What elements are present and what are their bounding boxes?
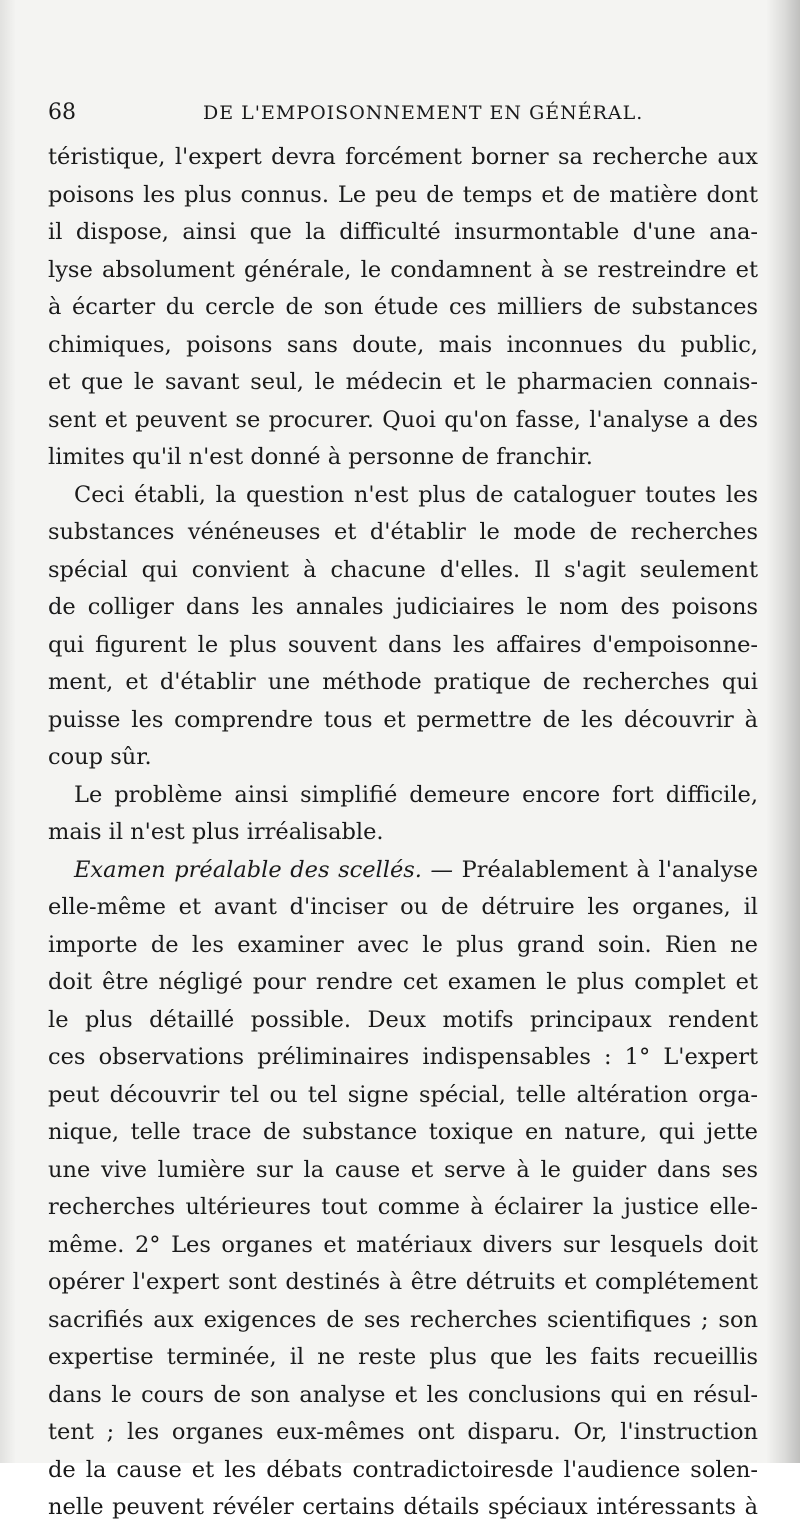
text-line: coup sûr. bbox=[48, 744, 152, 770]
text-line: téristique, l'expert devra forcément borner sa recherche aux bbox=[48, 144, 758, 170]
text-line: même. 2° Les organes et matériaux divers sur lesquels doit bbox=[48, 1231, 758, 1258]
page-number: 68 bbox=[48, 100, 76, 125]
text-line: elle-même et avant d'inciser ou de détruire les organes, il bbox=[48, 894, 758, 920]
page-shadow-right bbox=[766, 0, 800, 1463]
text-line: et que le savant seul, le médecin et le pharmacien connais- bbox=[48, 369, 758, 395]
page-shadow-left bbox=[0, 0, 16, 1463]
text-line: le plus détaillé possible. Deux motifs principaux rendent bbox=[48, 1006, 758, 1033]
text-line: chimiques, poisons sans doute, mais inconnues du public, bbox=[48, 331, 758, 358]
text-line: peut découvrir tel ou tel signe spécial, telle altération orga- bbox=[48, 1081, 758, 1108]
text-line: poisons les plus connus. Le peu de temps et de matière dont bbox=[48, 181, 758, 208]
running-head bbox=[48, 100, 760, 130]
text-line: qui figurent le plus souvent dans les affaires d'empoisonne- bbox=[48, 631, 758, 658]
body-text bbox=[48, 139, 758, 1527]
text-line: puisse les comprendre tous et permettre de les découvrir à bbox=[48, 706, 758, 733]
section-heading-line bbox=[48, 852, 758, 890]
text-line: une vive lumière sur la cause et serve à le guider dans ses bbox=[48, 1156, 758, 1183]
running-title: DE L'EMPOISONNEMENT EN GÉNÉRAL. bbox=[203, 102, 644, 124]
text-line: mais il n'est plus irréalisable. bbox=[48, 819, 384, 845]
text-line: importe de les examiner avec le plus grand soin. Rien ne bbox=[48, 931, 758, 958]
text-line: substances vénéneuses et d'établir le mode de recherches bbox=[48, 519, 758, 545]
text-line: ment, et d'établir une méthode pratique de recherches qui bbox=[48, 669, 758, 695]
text-line: à écarter du cercle de son étude ces milliers de substances bbox=[48, 294, 758, 320]
text-line: opérer l'expert sont destinés à être détruits et complétement bbox=[48, 1269, 758, 1295]
paragraph-start-line: Le problème ainsi simplifié demeure encore fort difficile, bbox=[74, 781, 758, 808]
text-line: tent ; les organes eux-mêmes ont disparu. Or, l'instruction bbox=[48, 1419, 758, 1445]
text-line: nique, telle trace de substance toxique en nature, qui jette bbox=[48, 1119, 758, 1145]
text-line: limites qu'il n'est donné à personne de franchir. bbox=[48, 444, 593, 470]
section-heading: Examen préalable des scellés. — bbox=[74, 856, 454, 883]
text-line: de la cause et les débats contradictoiresde l'audience solen- bbox=[48, 1456, 758, 1483]
text-line: dans le cours de son analyse et les conclusions qui en résul- bbox=[48, 1381, 758, 1408]
text-line: expertise terminée, il ne reste plus que les faits recueillis bbox=[48, 1344, 758, 1370]
text-line: lyse absolument générale, le condamnent à se restreindre et bbox=[48, 256, 758, 283]
text-line: de colliger dans les annales judiciaires le nom des poisons bbox=[48, 594, 758, 620]
text-line: sent et peuvent se procurer. Quoi qu'on fasse, l'analyse a des bbox=[48, 406, 758, 433]
text-line: nelle peuvent révéler certains détails spéciaux intéressants à bbox=[48, 1494, 758, 1520]
text-line-continuation: Préalablement à l'analyse bbox=[461, 856, 759, 883]
text-line: spécial qui convient à chacune d'elles. Il s'agit seulement bbox=[48, 556, 758, 583]
text-line: sacrifiés aux exigences de ses recherches scientifiques ; son bbox=[48, 1306, 758, 1333]
paragraph-start-line: Ceci établi, la question n'est plus de cataloguer toutes les bbox=[74, 481, 758, 508]
text-line: doit être négligé pour rendre cet examen le plus complet et bbox=[48, 969, 758, 995]
text-line: recherches ultérieures tout comme à éclairer la justice elle- bbox=[48, 1194, 758, 1220]
text-line: il dispose, ainsi que la difficulté insurmontable d'une ana- bbox=[48, 219, 758, 245]
text-line: ces observations préliminaires indispensables : 1° L'expert bbox=[48, 1044, 758, 1070]
